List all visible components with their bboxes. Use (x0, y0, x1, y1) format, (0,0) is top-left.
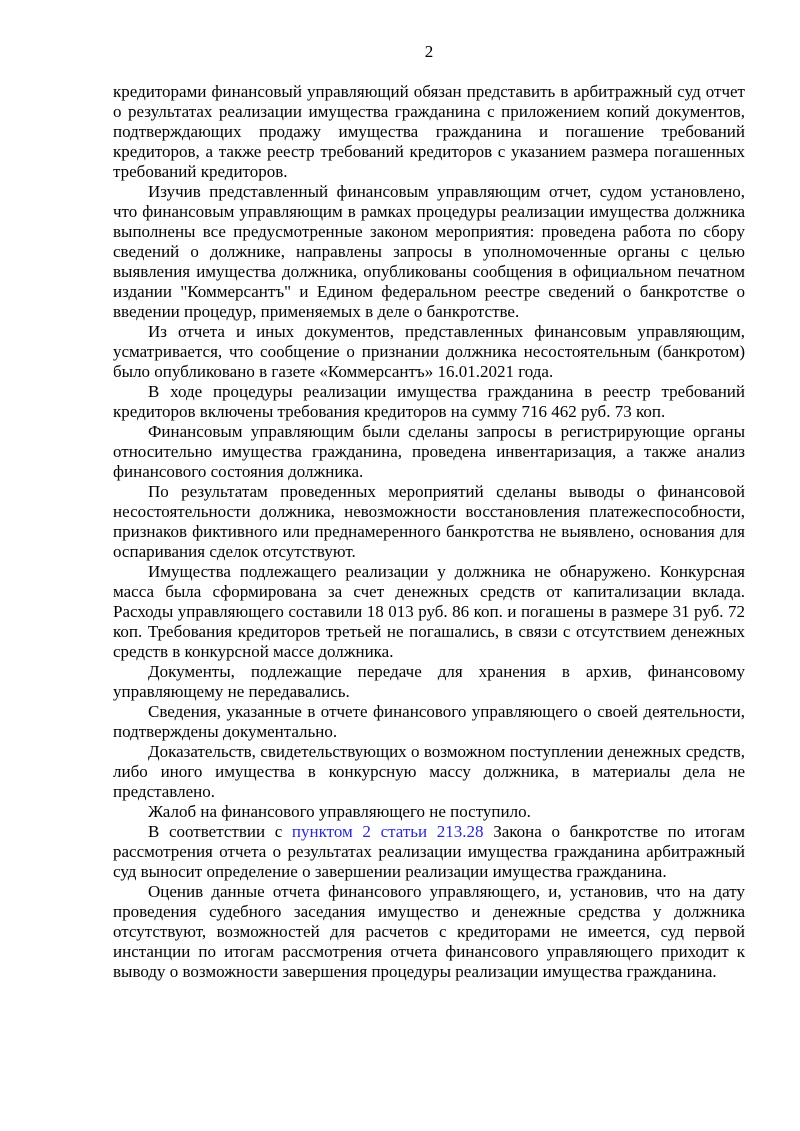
paragraph-7: Имущества подлежащего реализации у должника не обнаружено. Конкурсная масса была сформирована за счет денежных средств от капитализации вклада. Расходы управляющего составили 18 013 руб. 86 коп. и погашены в размере 31 руб. 72 коп. Требования кредиторов третьей не погашались, в связи с отсутствием денежных средств в конкурсной массе должника. (113, 562, 745, 661)
paragraph-text: В соответствии с (148, 822, 292, 841)
document-body (113, 82, 745, 982)
paragraph-6: По результатам проведенных мероприятий сделаны выводы о финансовой несостоятельности должника, невозможности восстановления платежеспособности, признаков фиктивного или преднамеренного банкротства не выявлено, основания для оспаривания сделок отсутствуют. (113, 482, 745, 561)
paragraph-9: Сведения, указанные в отчете финансового управляющего о своей деятельности, подтверждены документально. (113, 702, 745, 741)
paragraph-13: Оценив данные отчета финансового управляющего, и, установив, что на дату проведения судебного заседания имущество и денежные средства у должника отсутствуют, возможностей для расчетов с кредиторами не имеется, суд первой инстанции по итогам рассмотрения отчета финансового управляющего приходит к выводу о возможности завершения процедуры реализации имущества гражданина. (113, 882, 745, 981)
paragraph-4: В ходе процедуры реализации имущества гражданина в реестр требований кредиторов включены требования кредиторов на сумму 716 462 руб. 73 коп. (113, 382, 745, 421)
page-number: 2 (424, 42, 434, 61)
paragraph-3: Из отчета и иных документов, представленных финансовым управляющим, усматривается, что сообщение о признании должника несостоятельным (банкротом) было опубликовано в газете «Коммерсантъ» 16.01.2021 года. (113, 322, 745, 381)
paragraph-8: Документы, подлежащие передаче для хранения в архив, финансовому управляющему не передавались. (113, 662, 745, 701)
paragraph-12 (113, 822, 745, 882)
paragraph-5: Финансовым управляющим были сделаны запросы в регистрирующие органы относительно имущества гражданина, проведена инвентаризация, а также анализ финансового состояния должника. (113, 422, 745, 481)
statute-link[interactable]: пунктом 2 статьи 213.28 (291, 822, 484, 841)
paragraph-2: Изучив представленный финансовым управляющим отчет, судом установлено, что финансовым управляющим в рамках процедуры реализации имущества должника выполнены все предусмотренные законом мероприятия: проведена работа по сбору сведений о должнике, направлены запросы в уполномоченные органы с целью выявления имущества должника, опубликованы сообщения в официальном печатном издании "Коммерсантъ" и Едином федеральном реестре сведений о банкротстве о введении процедур, применяемых в деле о банкротстве. (113, 182, 745, 321)
paragraph-11: Жалоб на финансового управляющего не поступило. (148, 802, 531, 821)
paragraph-1: кредиторами финансовый управляющий обязан представить в арбитражный суд отчет о результатах реализации имущества гражданина с приложением копий документов, подтверждающих продажу имущества гражданина и погашение требований кредиторов, а также реестр требований кредиторов с указанием размера погашенных требований кредиторов. (113, 82, 745, 181)
paragraph-text: Закона о банкротстве по итогам рассмотрения отчета о результатах реализации имущества гражданина арбитражный суд выносит определение о завершении реализации имущества гражданина. (113, 822, 745, 881)
paragraph-10: Доказательств, свидетельствующих о возможном поступлении денежных средств, либо иного имущества в конкурсную массу должника, в материалы дела не представлено. (113, 742, 745, 801)
